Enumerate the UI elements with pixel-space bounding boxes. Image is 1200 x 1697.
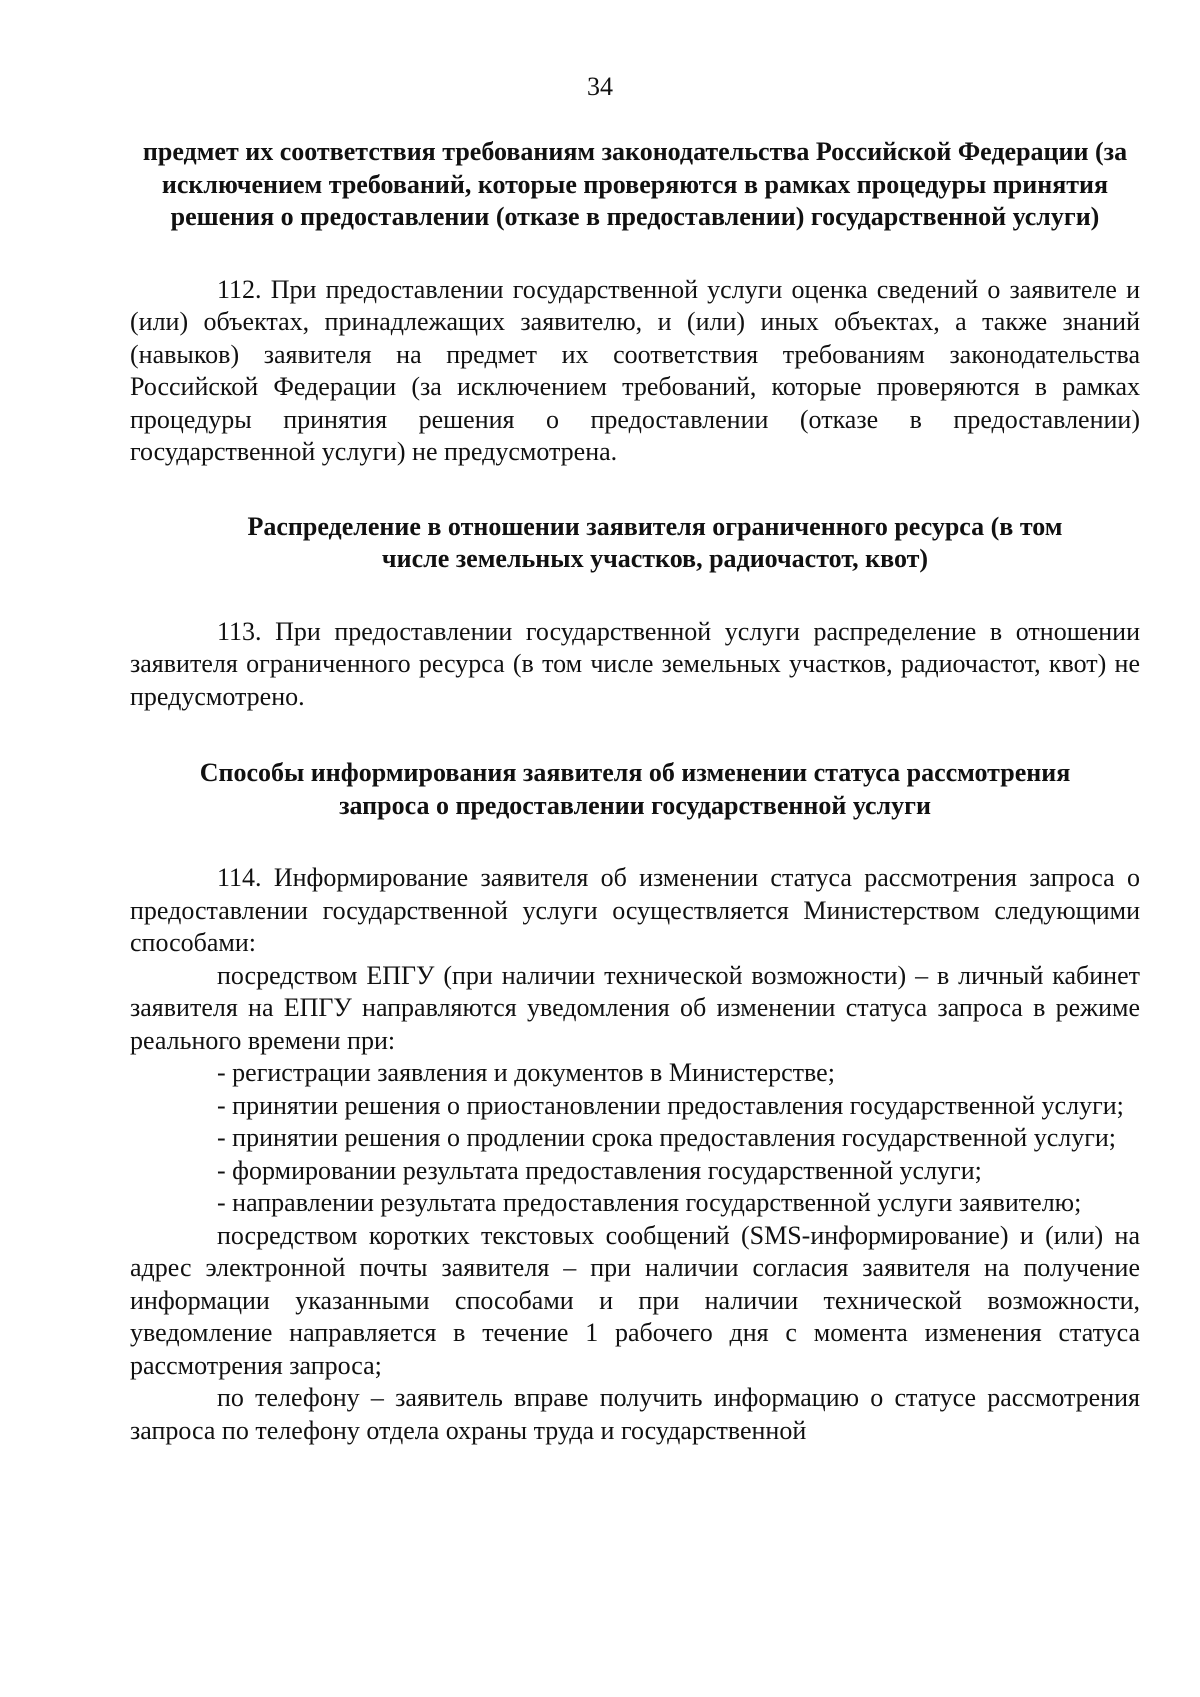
paragraph-epgu: посредством ЕПГУ (при наличии технической возможности) – в личный кабинет заявителя на ЕПГУ направляются уведомления об изменении статуса запроса в режиме реального времени при: [130, 960, 1140, 1055]
paragraph-113: 113. При предоставлении государственной услуги распределение в отношении заявителя ограниченного ресурса (в том числе земельных участков, радиочастот, квот) не предусмотрено. [130, 616, 1140, 711]
paragraph-sms: посредством коротких текстовых сообщений (SMS-информирование) и (или) на адрес электронной почты заявителя – при наличии согласия заявителя на получение информации указанными способами и при наличии технической возможности, уведомление направляется в течение 1 рабочего дня с момента изменения статуса рассмотрения запроса; [130, 1220, 1140, 1380]
page-number: 34 [587, 72, 613, 101]
list-item-extension: - принятии решения о продлении срока предоставления государственной услуги; [217, 1123, 1117, 1152]
list-item-result-delivery: - направлении результата предоставления государственной услуги заявителю; [217, 1188, 1082, 1217]
paragraph-phone: по телефону – заявитель вправе получить информацию о статусе рассмотрения запроса по телефону отдела охраны труда и государственной [130, 1383, 1140, 1445]
section-heading-resource-distribution: Распределение в отношении заявителя ограниченного ресурса (в том числе земельных участков, радиочастот, квот) [247, 511, 1063, 573]
section-heading-status-notification: Способы информирования заявителя об изменении статуса рассмотрения запроса о предоставлении государственной услуги [199, 758, 1071, 820]
paragraph-114: 114. Информирование заявителя об изменении статуса рассмотрения запроса о предоставлении государственной услуги осуществляется Министерством следующими способами: [130, 863, 1140, 957]
paragraph-112: 112. При предоставлении государственной услуги оценка сведений о заявителе и (или) объектах, принадлежащих заявителю, и (или) иных объектах, а также знаний (навыков) заявителя на предмет их соответствия требованиям законодательства Российской Федерации (за исключением требований, которые проверяются в рамках процедуры принятия решения о предоставлении (отказе в предоставлении) государственной услуги) не предусмотрена. [130, 274, 1140, 466]
document-body [130, 136, 1140, 1447]
list-item-suspension: - принятии решения о приостановлении предоставления государственной услуги; [217, 1090, 1124, 1120]
list-item-result-formation: - формировании результата предоставления государственной услуги; [217, 1155, 982, 1185]
section-heading-assessment: предмет их соответствия требованиям законодательства Российской Федерации (за исключением требований, которые проверяются в рамках процедуры принятия решения о предоставлении (отказе в предоставлении) государственной услуги) [142, 137, 1128, 231]
list-item-registration: - регистрации заявления и документов в Министерстве; [217, 1058, 835, 1087]
